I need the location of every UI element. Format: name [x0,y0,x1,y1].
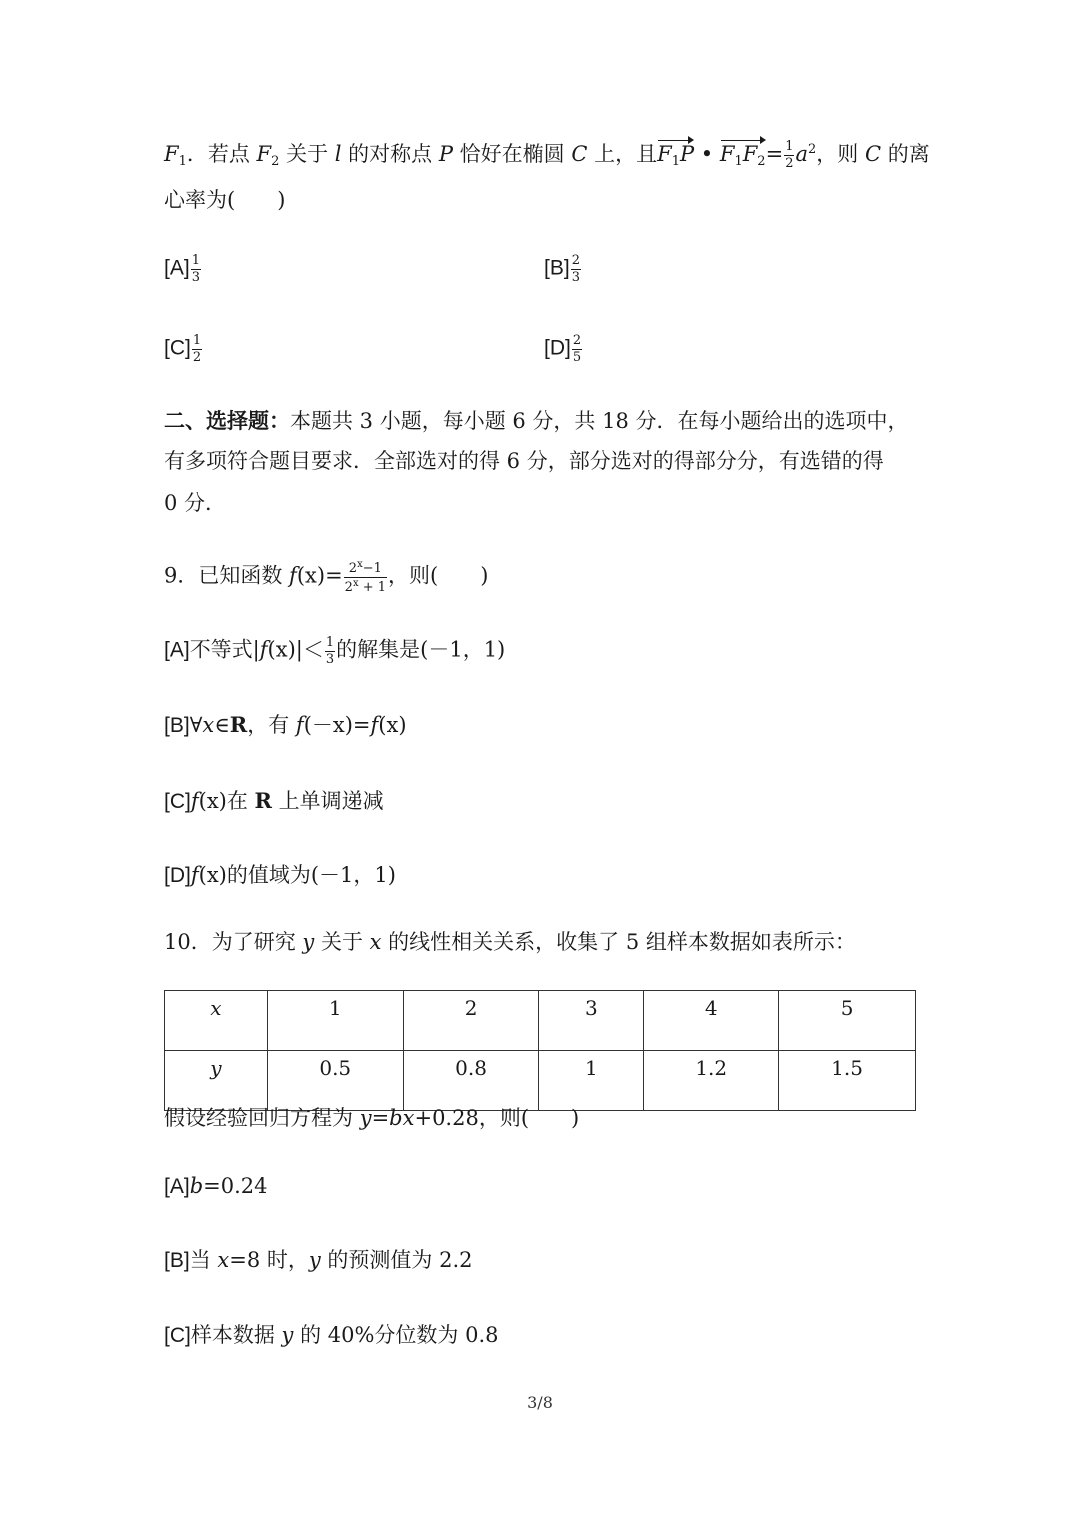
q9-option-d[interactable]: [D]f(x)的值域为(－1，1) [164,863,396,887]
table-cell: 1 [267,991,403,1051]
table-cell: 4 [644,991,779,1051]
table-cell: 1.5 [779,1051,916,1111]
table-cell: 0.8 [403,1051,539,1111]
q10-option-c[interactable]: [C]样本数据 y 的 40%分位数为 0.8 [164,1323,499,1347]
table-row-y [165,1051,916,1111]
q9-stem: 9．已知函数 f(x)= $\frac{2^x-1}{2^x + 1}$ ，则( ) [164,559,489,595]
table-header-x: x [165,991,268,1051]
table-cell: 0.5 [267,1051,403,1111]
q9-option-c[interactable]: [C]f(x)在 R 上单调递减 [164,788,384,813]
q8-option-d[interactable]: [D] $\frac{2}{5}$ [544,333,582,365]
sample-data-table [164,990,916,1111]
page-number: 3/8 [527,1393,553,1412]
table-cell: 1.2 [644,1051,779,1111]
q8-stem-line2: 心率为( ) [164,188,286,212]
table-cell: 1 [539,1051,644,1111]
q10-option-a[interactable]: [A]b=0.24 [164,1174,268,1198]
q8-option-a[interactable]: [A] $\frac{1}{3}$ [164,253,200,285]
q9-option-b[interactable]: [B]∀x∈R，有 f(－x)=f(x) [164,712,407,737]
q9-option-a[interactable]: [A]不等式|f(x)|＜ $\frac{1}{3}$ 的解集是(－1，1) [164,635,506,667]
table-cell: 3 [539,991,644,1051]
q10-stem: 10．为了研究 y 关于 x 的线性相关关系，收集了 5 组样本数据如表所示： [164,930,856,954]
q8-stem-line1: $F_1$．若点 $F_2$ 关于 l 的对称点 P 恰好在椭圆 C 上，且$F_1P$ • $F_1F_2=$ $\frac{1}{2}$ $a^2$，则 C 的离 [164,139,930,171]
q10-option-b[interactable]: [B]当 x=8 时，y 的预测值为 2.2 [164,1248,473,1272]
table-cell: 5 [779,991,916,1051]
section2-line2: 有多项符合题目要求．全部选对的得 6 分，部分选对的得部分分，有选错的得 [164,449,884,473]
table-cell: 2 [403,991,539,1051]
q8-option-b[interactable]: [B] $\frac{2}{3}$ [544,253,580,285]
fraction-function: $\frac{2^x-1}{2^x + 1}$ [344,559,387,595]
vector-f1p: $F_1P$ [657,142,695,169]
section2-line3: 0 分． [164,491,227,515]
q8-option-c[interactable]: [C] $\frac{1}{2}$ [164,333,202,365]
vector-f1f2: $F_1F_2$ [719,142,766,169]
section2-line1: 二、选择题：本题共 3 小题，每小题 6 分，共 18 分．在每小题给出的选项中， [164,408,909,433]
section2-heading: 二、选择题： [164,408,290,433]
q10-regression-line: 假设经验回归方程为 y=bx+0.28，则( ) [164,1106,580,1130]
table-header-y: y [165,1051,268,1111]
fraction-one-half: $\frac{1}{2}$ [785,139,794,171]
table-row-x [165,991,916,1051]
